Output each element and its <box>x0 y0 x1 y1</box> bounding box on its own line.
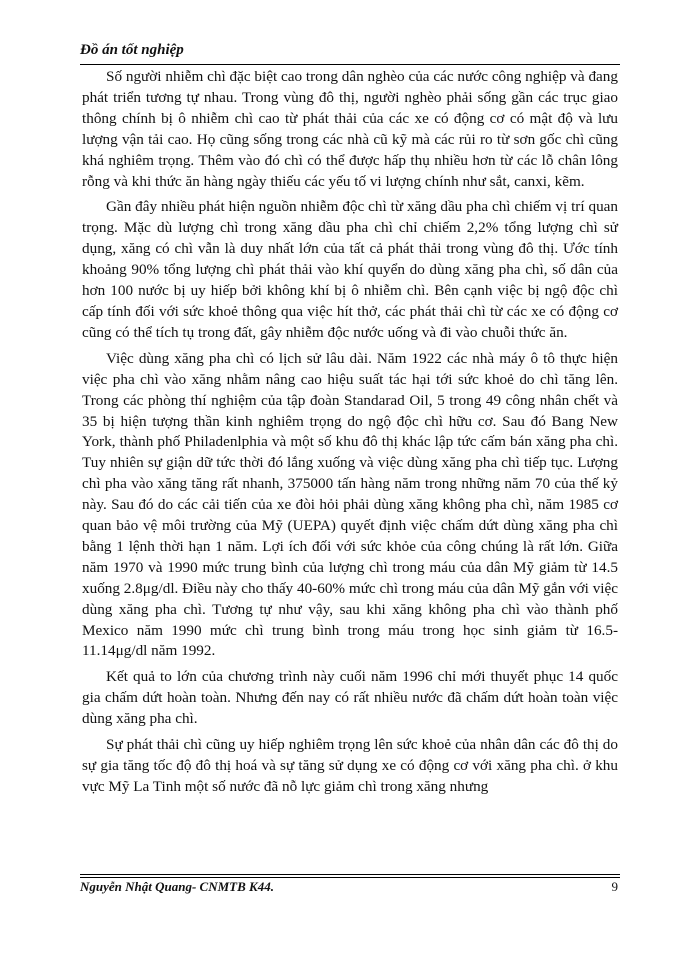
page-number: 9 <box>611 879 618 894</box>
footer-divider <box>80 874 620 875</box>
footer-divider-second <box>80 877 620 878</box>
page-header-title: Đồ án tốt nghiệp <box>80 42 184 58</box>
paragraph-5: Sự phát thải chì cũng uy hiếp nghiêm trọng lên sức khoẻ của nhân dân các đô thị do sự gia tăng tốc độ đô thị hoá và sự tăng sử dụng xe có động cơ với xăng pha chì. ở khu vực Mỹ La Tinh một số nước đã nỗ lực giảm chì trong xăng nhưng <box>82 736 618 795</box>
paragraph-3: Việc dùng xăng pha chì có lịch sử lâu dài. Năm 1922 các nhà máy ô tô thực hiện việc pha chì vào xăng nhằm nâng cao hiệu suất tác hại tới sức khoẻ do chì tăng lên. Trong các phòng thí nghiệm của tập đoàn Standarad Oil, 5 trong 49 công nhân chết và 35 bị hiện tượng thần kinh nghiêm trọng do ngộ độc chì hữu cơ. Sau đó Bang New York, thành phố Philadenlphia và một số khu đô thị khác lập tức cấm bán xăng pha chì. Tuy nhiên sự giận dữ tức thời đó lắng xuống và việc dùng xăng pha chì tiếp tục. Lượng chì pha vào xăng tăng rất nhanh, 375000 tấn hàng năm trong những năm 70 của thế kỷ này. Sau đó do các cải tiến của xe đòi hỏi phải dùng xăng không pha chì, năm 1985 cơ quan bảo vệ môi trường của Mỹ (UEPA) quyết định việc chấm dứt dùng xăng pha chì bằng 1 lệnh thời hạn 1 năm. Lợi ích đối với sức khỏe của công chúng là rất lớn. Giữa năm 1970 và 1990 mức trung bình của lượng chì trong máu của dân Mỹ giảm từ 14.5 xuống 2.8μg/dl. Điều này cho thấy 40-60% mức chì trong máu của dân Mỹ gắn với việc dùng xăng pha chì. Tương tự như vậy, sau khi xăng không pha chì vào thành phố Mexico năm 1990 mức chì trung bình trong máu trong học sinh giảm từ 16.5-11.14μg/dl năm 1992. <box>82 349 618 660</box>
paragraph-4: Kết quả to lớn của chương trình này cuối năm 1996 chỉ mới thuyết phục 14 quốc gia chấm dứt hoàn toàn. Nhưng đến nay có rất nhiều nước đã chấm dứt hoàn toàn việc dùng xăng pha chì. <box>82 668 618 728</box>
footer-author: Nguyễn Nhật Quang- CNMTB K44. <box>80 879 274 894</box>
document-body <box>82 67 618 798</box>
paragraph-1: Số người nhiễm chì đặc biệt cao trong dân nghèo của các nước công nghiệp và đang phát triển tương tự nhau. Trong vùng đô thị, người nghèo phải sống gần các trục giao thông chính bị ô nhiễm chì cao từ phát thải của các xe có động cơ có mật độ và lưu lượng vận tải cao. Họ cũng sống trong các nhà cũ kỹ mà các rủi ro từ sơn gốc chì cũng khá nghiêm trọng. Thêm vào đó chì có thể được hấp thụ nhiều hơn từ các lỗ chân lông rỗng và khi thức ăn hàng ngày thiếu các yếu tố vi lượng chính như sắt, canxi, kẽm. <box>82 68 618 190</box>
header-divider <box>80 64 620 65</box>
paragraph-2: Gần đây nhiều phát hiện nguồn nhiễm độc chì từ xăng dầu pha chì chiếm vị trí quan trọng. Mặc dù lượng chì trong xăng dầu pha chì chỉ chiếm 2,2% tổng lượng chì sử dụng, xăng có chì vẫn là duy nhất lớn của tất cả phát thải trong vùng đô thị. Ước tính khoảng 90% tổng lượng chì phát thải vào khí quyển do dùng xăng pha chì, số dân của hơn 100 nước bị uy hiếp bởi không khí bị ô nhiễm chì. Bên cạnh việc bị ngộ độc chì cấp tính đối với sức khoẻ thông qua việc hít thở, các phát thải chì từ các xe có động cơ cũng có thể tích tụ trong đất, gây nhiễm độc nước uống và đi vào chuỗi thức ăn. <box>82 198 618 341</box>
